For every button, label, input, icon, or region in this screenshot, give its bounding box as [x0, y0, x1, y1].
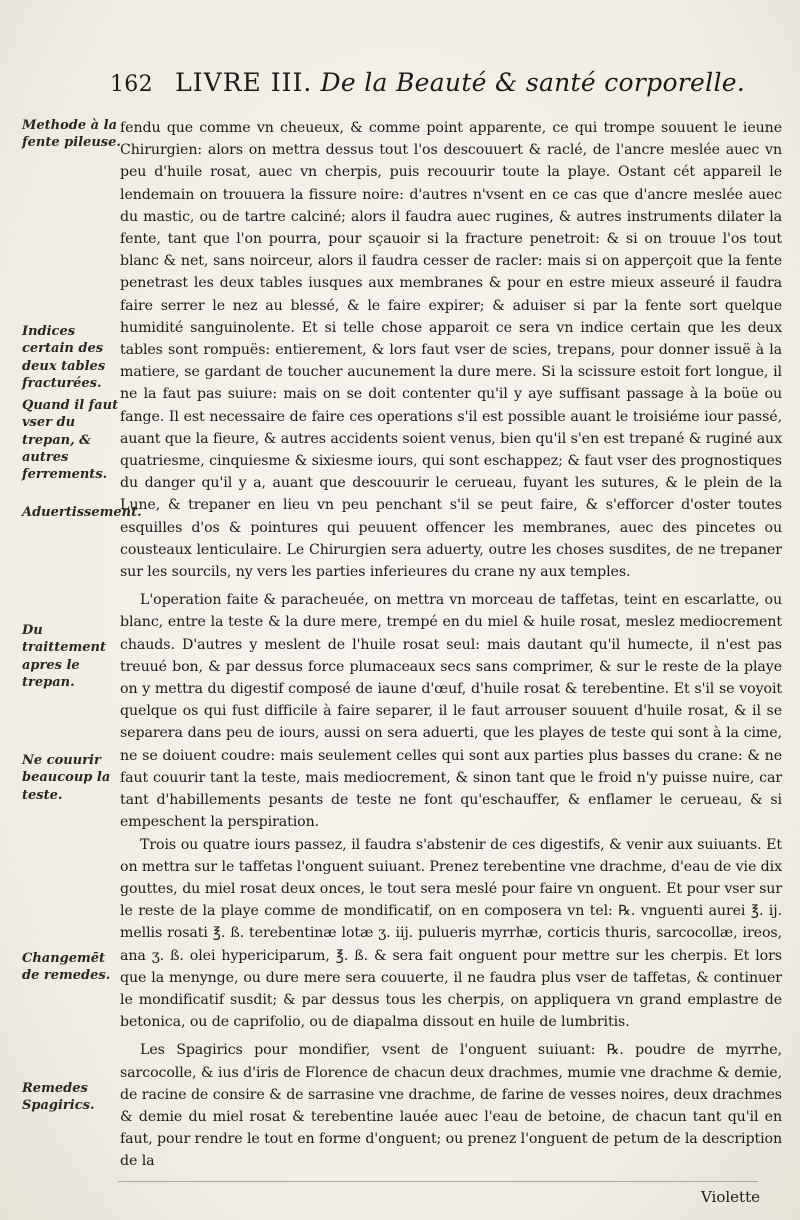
- running-head: [110, 68, 790, 100]
- body-text: [120, 117, 782, 1173]
- margin-note: Changemēt de remedes.: [22, 951, 111, 984]
- margin-note: Quand il faut vser du trepan, & autres ferrements.: [22, 398, 119, 483]
- running-title: De la Beauté & santé corporelle.: [320, 68, 746, 97]
- margin-note: Ne couurir beaucoup la teste.: [22, 753, 111, 803]
- margin-note: Du traittement apres le trepan.: [22, 623, 106, 690]
- paragraph: L'operation faite & paracheuée, on mettra vn morceau de taffetas, teint en escarlatte, ou blanc, entre la teste & la dure mere, trempé en du miel & huile rosat, meslez mediocrement chauds. D'autres y meslent de l'huile rosat seul: mais dautant qu'il humecte, il n'est pas treuué bon, & par dessus force plumaceaux secs sans comprimer, & sur le reste de la playe on y mettra du digestif composé de iaune d'œuf, d'huile rosat & terebentine. Et s'il se voyoit quelque os qui fust difficile à faire separer, il le faut arrouser souuent d'huile rosat, & il se separera dans peu de iours, aussi on sera aduerti, que les playes de teste qui sont à la cime, ne se doiuent coudre: mais seulement celles qui sont aux parties plus basses du crane: & ne faut couurir tant la teste, mais mediocrement, & sinon tant que le froid n'y puisse nuire, car tant d'habillements pesants de teste ne font qu'eschauffer, & enflamer le cerueau, & si empeschent la perspiration.: [120, 592, 782, 831]
- margin-note: Methode à la fente pileuse.: [22, 118, 121, 151]
- margin-note: Indices certain des deux tables fracturées.: [22, 324, 106, 391]
- paragraph: fendu que comme vn cheueux, & comme point apparente, ce qui trompe souuent le ieune Chirurgien: alors on mettra dessus tout l'os descouuert & raclé, de l'ancre meslée auec vn peu d'huile rosat, auec vn cherpis, puis recouurir toute la playe. Ostant cét appareil le lendemain on trouuera la fissure noire: d'autres n'vsent en ce cas que d'ancre meslée auec du mastic, ou de tartre calciné; alors il faudra auec rugines, & autres instruments dilater la fente, tant que l'on pourra, pour sçauoir si la fracture penetroit: & si on trouue l'os tout blanc & net, sans noirceur, alors il faudra cesser de racler: mais si on apperçoit que la fente penetrast les deux tables iusques aux membranes & pour en estre mieux asseuré il faudra faire serrer le nez au blessé, & le faire expirer; & aduiser si par la fente sort quelque humidité sanguinolente. Et si telle chose apparoit ce sera vn indice certain que les deux tables sont rompuës: entierement, & lors faut vser de scies, trepans, pour donner issuë à la matiere, se gardant de toucher aucunement la dure mere. Si la scissure estoit fort longue, il ne la faut pas suiure: mais on se doit contenter qu'il y aye suffisant passage à la boüe ou fange. Il est necessaire de faire ces operations s'il est possible auant le troisiéme iour passé, auant que la fieure, & autres accidents soient venus, bien qu'il s'en est trepané & ruginé aux quatriesme, cinquiesme & sixiesme iours, qui sont eschappez; & faut vser des prognostiques du danger qu'il y a, auant que descouurir le cerueau, fuyant les sutures, & le plein de la Lune, & trepaner en lieu vn peu penchant s'il se peut faire, & s'efforcer d'oster toutes esquilles d'os & pointures qui peuuent offencer les membranes, auec des pincetes ou cousteaux lenticulaire. Le Chirurgien sera aduerty, outre les choses susdites, de ne trepaner sur les sourcils, ny vers les parties inferieures du crane ny aux temples.: [120, 120, 782, 581]
- book-label: LIVRE III.: [175, 68, 313, 97]
- catchword: Violette: [700, 1188, 760, 1206]
- paragraph: Les Spagirics pour mondifier, vsent de l'onguent suiuant: ℞. poudre de myrrhe, sarcocolle, & ius d'iris de Florence de chacun deux drachmes, mumie vne drachme & demie, de racine de consire & de sarrasine vne drachme, de farine de vesses noires, deux drachmes & demie du miel rosat & terebentine lauée auec l'eau de betoine, de chacun tant qu'il en faut, pour rendre le tout en forme d'onguent; ou prenez l'onguent de petum de la description de la: [120, 1042, 782, 1170]
- divider: [118, 1181, 758, 1182]
- margin-note: Aduertissement.: [22, 505, 142, 520]
- page-number: 162: [110, 72, 153, 97]
- margin-note: Remedes Spagirics.: [22, 1081, 95, 1114]
- paragraph: Trois ou quatre iours passez, il faudra s'abstenir de ces digestifs, & venir aux suiuants. Et on mettra sur le taffetas l'onguent suiuant. Prenez terebentine vne drachme, d'eau de vie dix gouttes, du miel rosat deux onces, le tout sera meslé pour faire vn onguent. Et pour vser sur le reste de la playe comme de mondificatif, on en composera vn tel: ℞. vnguenti aurei ℥. ij. mellis rosati ℥. ß. terebentinæ lotæ ʒ. iij. pulueris myrrhæ, corticis thuris, sarcocollæ, ireos, ana ʒ. ß. olei hypericiparum, ℥. ß. & sera fait onguent pour mettre sur les cherpis. Et lors que la menynge, ou dure mere sera couuerte, il ne faudra plus vser de taffetas, & continuer le mondificatif susdit; & par dessus tous les cherpis, on appliquera vn grand emplastre de betonica, ou de caprifolio, ou de diapalma dissout en huile de lumbritis.: [120, 836, 782, 1031]
